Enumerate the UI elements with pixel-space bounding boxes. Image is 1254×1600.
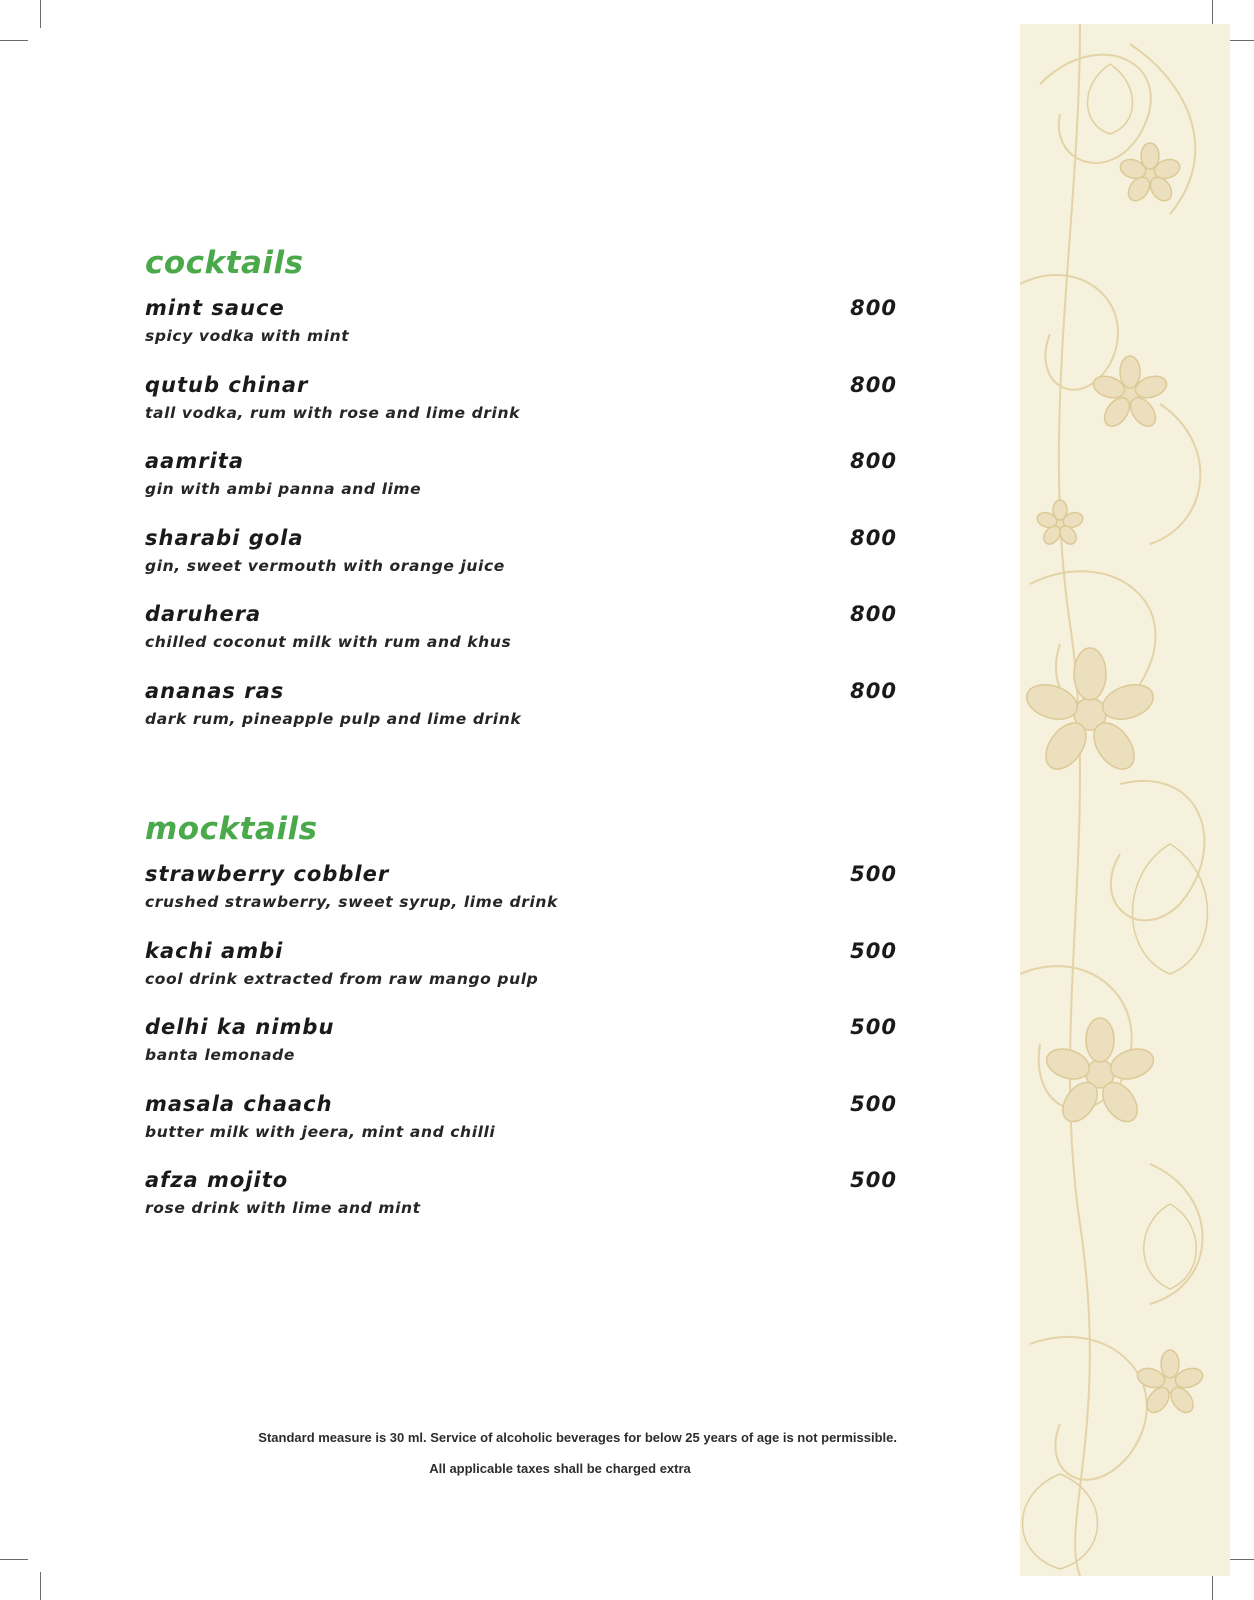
menu-item bbox=[145, 937, 897, 1014]
menu-item bbox=[145, 294, 897, 371]
item-name: aamrita bbox=[145, 449, 244, 473]
decorative-floral-panel bbox=[1020, 24, 1230, 1576]
footnote-taxes: All applicable taxes shall be charged extra bbox=[429, 1461, 691, 1476]
item-price: 500 bbox=[850, 862, 897, 886]
menu-item bbox=[145, 1090, 897, 1167]
item-name: masala chaach bbox=[145, 1091, 333, 1116]
menu-item bbox=[145, 1013, 897, 1090]
menu-item bbox=[145, 371, 897, 448]
crop-mark bbox=[1226, 1559, 1254, 1560]
item-description: crushed strawberry, sweet syrup, lime drink bbox=[145, 893, 558, 911]
item-description: butter milk with jeera, mint and chilli bbox=[145, 1122, 496, 1141]
item-price: 800 bbox=[850, 449, 897, 473]
menu-item bbox=[145, 600, 897, 677]
section-title: cocktails bbox=[145, 245, 304, 281]
item-description: banta lemonade bbox=[145, 1046, 295, 1064]
crop-mark bbox=[0, 40, 28, 41]
footnote-measure: Standard measure is 30 ml. Service of alcoholic beverages for below 25 years of age is not permissible. bbox=[258, 1430, 897, 1445]
item-name: strawberry cobbler bbox=[145, 862, 390, 886]
item-name: mint sauce bbox=[145, 296, 285, 320]
cocktails-section bbox=[145, 244, 897, 753]
mocktails-section bbox=[145, 810, 897, 1243]
menu-item bbox=[145, 677, 897, 754]
item-price: 500 bbox=[850, 1015, 897, 1039]
crop-mark bbox=[40, 1572, 41, 1600]
item-price: 500 bbox=[850, 938, 897, 963]
section-title: mocktails bbox=[145, 811, 318, 847]
item-description: chilled coconut milk with rum and khus bbox=[145, 633, 512, 651]
item-name: afza mojito bbox=[145, 1168, 289, 1192]
menu-item bbox=[145, 524, 897, 601]
item-name: daruhera bbox=[145, 602, 262, 626]
crop-mark bbox=[1226, 40, 1254, 41]
item-description: gin with ambi panna and lime bbox=[145, 480, 422, 498]
crop-mark bbox=[1212, 1572, 1213, 1600]
item-price: 800 bbox=[850, 372, 897, 397]
item-description: dark rum, pineapple pulp and lime drink bbox=[145, 709, 522, 728]
crop-mark bbox=[40, 0, 41, 28]
item-name: delhi ka nimbu bbox=[145, 1015, 335, 1039]
item-description: cool drink extracted from raw mango pulp bbox=[145, 969, 539, 988]
item-price: 800 bbox=[850, 296, 897, 320]
menu-item bbox=[145, 860, 897, 937]
item-price: 800 bbox=[850, 678, 897, 703]
item-price: 500 bbox=[850, 1091, 897, 1116]
item-name: kachi ambi bbox=[145, 938, 284, 963]
floral-pattern-icon bbox=[1020, 24, 1230, 1576]
item-description: spicy vodka with mint bbox=[145, 327, 350, 345]
item-description: tall vodka, rum with rose and lime drink bbox=[145, 403, 520, 422]
item-price: 800 bbox=[850, 602, 897, 626]
item-price: 800 bbox=[850, 525, 897, 550]
item-name: qutub chinar bbox=[145, 372, 309, 397]
menu-item bbox=[145, 1166, 897, 1243]
item-price: 500 bbox=[850, 1168, 897, 1192]
item-description: gin, sweet vermouth with orange juice bbox=[145, 556, 505, 575]
item-description: rose drink with lime and mint bbox=[145, 1199, 421, 1217]
menu-item bbox=[145, 447, 897, 524]
crop-mark bbox=[0, 1559, 28, 1560]
item-name: ananas ras bbox=[145, 678, 285, 703]
item-name: sharabi gola bbox=[145, 525, 304, 550]
